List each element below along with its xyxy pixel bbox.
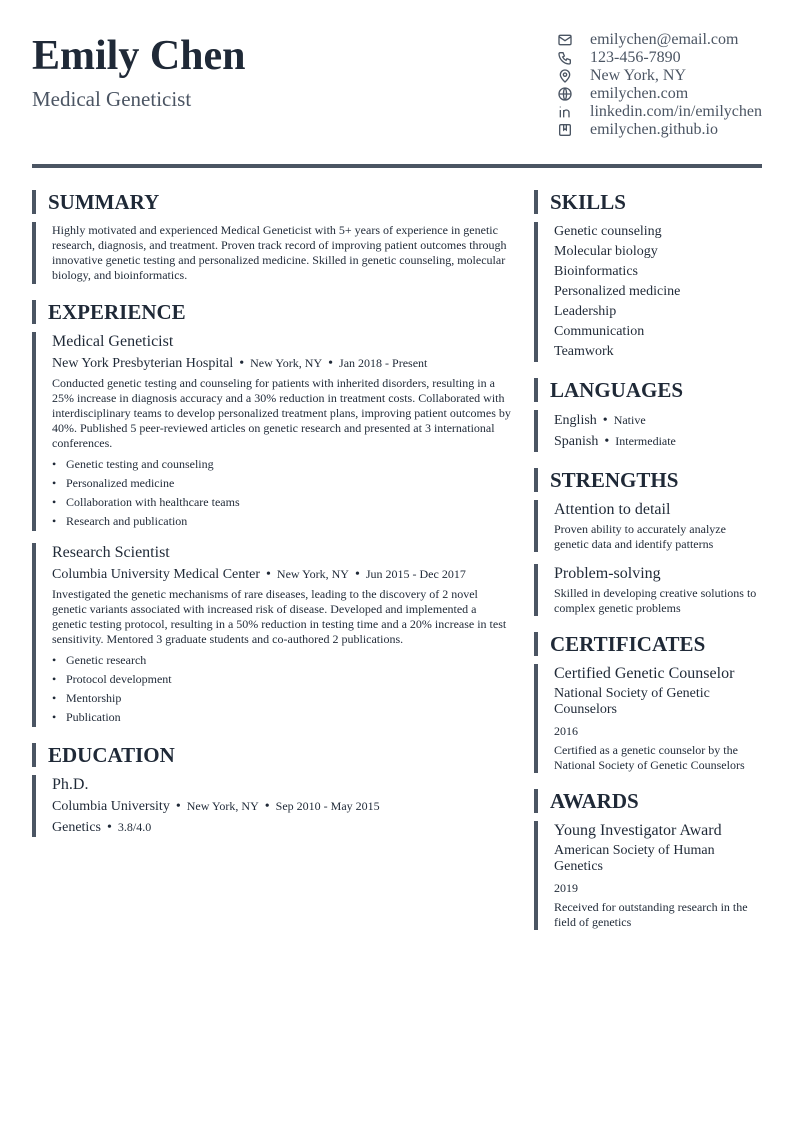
summary-heading: SUMMARY: [32, 190, 512, 214]
education-heading: EDUCATION: [32, 743, 512, 767]
contact-website-text: emilychen.com: [590, 85, 689, 102]
location-icon: [556, 67, 574, 85]
languages-heading: LANGUAGES: [534, 378, 762, 402]
side-column: [534, 190, 762, 930]
skills-heading: SKILLS: [534, 190, 762, 214]
contact-phone[interactable]: [556, 49, 776, 67]
contact-github-text: emilychen.github.io: [590, 121, 718, 138]
award-year: 2019: [554, 881, 578, 895]
award-title: Young Investigator Award: [554, 822, 722, 839]
contact-phone-text: 123-456-7890: [590, 49, 681, 66]
language-item: English • Native: [554, 413, 646, 428]
strengths-heading: STRENGTHS: [534, 468, 762, 492]
experience-entry: [32, 332, 512, 531]
list-item: • Genetic testing and counseling: [66, 455, 512, 474]
skill-item: Bioinformatics: [554, 264, 638, 279]
summary-text: Highly motivated and experienced Medical Geneticist with 5+ years of experience in genetic research, diagnosis, and treatment. Proven track record of improving patient outcomes through innovative genetic testing and personalized medicine. Skilled in genetic counseling, molecular biology, and bioinformatics.: [52, 223, 507, 282]
strength-entry: [534, 500, 762, 552]
certificate-entry: [534, 664, 762, 773]
job-bullets: [52, 455, 512, 531]
contact-list: [556, 31, 776, 139]
language-item: Spanish • Intermediate: [554, 434, 676, 449]
list-item: • Publication: [66, 708, 512, 727]
list-item: • Protocol development: [66, 670, 512, 689]
contact-github[interactable]: [556, 121, 776, 139]
award-description: Received for outstanding research in the field of genetics: [554, 900, 748, 929]
resume-page: [32, 0, 762, 929]
header-divider: [32, 164, 762, 168]
certificate-title: Certified Genetic Counselor: [554, 665, 735, 682]
certificate-year: 2016: [554, 724, 578, 738]
list-item: • Personalized medicine: [66, 474, 512, 493]
globe-icon: [556, 85, 574, 103]
education-field-row: Genetics • 3.8/4.0: [52, 820, 152, 835]
job-meta: New York Presbyterian Hospital • New York, NY • Jan 2018 - Present: [52, 356, 428, 371]
education-location: New York, NY: [186, 799, 259, 813]
certificates-heading: CERTIFICATES: [534, 632, 762, 656]
contact-linkedin[interactable]: [556, 103, 776, 121]
list-item: • Research and publication: [66, 512, 512, 531]
language-name: Spanish: [554, 434, 599, 449]
skills-section: [534, 222, 762, 362]
contact-email[interactable]: [556, 31, 776, 49]
skill-item: Communication: [554, 324, 645, 339]
experience-heading: EXPERIENCE: [32, 300, 512, 324]
education-degree: Ph.D.: [52, 776, 89, 793]
contact-location: [556, 67, 776, 85]
job-org: New York Presbyterian Hospital: [52, 356, 234, 371]
languages-section: [534, 410, 762, 452]
skill-item: Personalized medicine: [554, 284, 681, 299]
language-level: Intermediate: [615, 434, 676, 448]
education-dates: Sep 2010 - May 2015: [275, 799, 380, 813]
experience-entry: [32, 543, 512, 727]
job-title: Research Scientist: [52, 544, 170, 561]
summary-section: [32, 222, 512, 284]
list-item: • Mentorship: [66, 689, 512, 708]
github-icon: [556, 121, 574, 139]
skill-item: Leadership: [554, 304, 617, 319]
main-column: [32, 190, 512, 837]
contact-email-text: emilychen@email.com: [590, 31, 739, 48]
strength-title: Problem-solving: [554, 565, 661, 582]
phone-icon: [556, 49, 574, 67]
strength-description: Proven ability to accurately analyze genetic data and identify patterns: [554, 522, 726, 551]
job-description: Investigated the genetic mechanisms of rare diseases, leading to the discovery of 2 novel genetic variants associated with increased risk of disease. Developed and implemented a genetic testing protocol, resulting in a 50% reduction in testing time and a 20% increase in test sensitivity. Mentored 3 graduate students and co-authored 2 publications.: [52, 587, 507, 646]
award-entry: [534, 821, 762, 930]
job-org: Columbia University Medical Center: [52, 567, 261, 582]
contact-linkedin-text: linkedin.com/in/emilychen: [590, 103, 762, 120]
mail-icon: [556, 31, 574, 49]
education-entry: [32, 775, 512, 837]
strength-title: Attention to detail: [554, 501, 671, 518]
job-dates: Jun 2015 - Dec 2017: [365, 567, 466, 581]
award-issuer: American Society of Human Genetics: [554, 843, 715, 874]
strength-description: Skilled in developing creative solutions to complex genetic problems: [554, 586, 757, 615]
job-location: New York, NY: [250, 356, 323, 370]
certificate-description: Certified as a genetic counselor by the National Society of Genetic Counselors: [554, 743, 745, 772]
contact-location-text: New York, NY: [590, 67, 687, 84]
language-name: English: [554, 413, 597, 428]
education-school: Columbia University: [52, 799, 170, 814]
education-gpa: 3.8/4.0: [117, 820, 152, 834]
job-description: Conducted genetic testing and counseling for patients with inherited disorders, resulting in a 25% increase in diagnosis accuracy and a 30% reduction in treatment costs. Collaborated with interdisciplinary teams to develop personalized treatment plans, improving patient outcomes by 40%. Published 5 peer-reviewed articles on genetic research and presented at 3 international conferences.: [52, 376, 511, 450]
resume-header: [32, 0, 762, 166]
candidate-name: Emily Chen: [32, 33, 246, 79]
candidate-title: Medical Geneticist: [32, 87, 192, 111]
job-meta: Columbia University Medical Center • New York, NY • Jun 2015 - Dec 2017: [52, 567, 466, 582]
job-title: Medical Geneticist: [52, 333, 174, 350]
education-field: Genetics: [52, 820, 101, 835]
list-item: • Genetic research: [66, 651, 512, 670]
job-location: New York, NY: [276, 567, 349, 581]
skill-item: Teamwork: [554, 344, 614, 359]
education-meta: Columbia University • New York, NY • Sep 2010 - May 2015: [52, 799, 380, 814]
job-dates: Jan 2018 - Present: [339, 356, 428, 370]
skill-item: Molecular biology: [554, 244, 658, 259]
strength-entry: [534, 564, 762, 616]
certificate-issuer: National Society of Genetic Counselors: [554, 686, 710, 717]
language-level: Native: [613, 413, 646, 427]
job-bullets: [52, 651, 512, 727]
skill-item: Genetic counseling: [554, 224, 662, 239]
linkedin-icon: [556, 103, 574, 121]
contact-website[interactable]: [556, 85, 776, 103]
list-item: • Collaboration with healthcare teams: [66, 493, 512, 512]
awards-heading: AWARDS: [534, 789, 762, 813]
